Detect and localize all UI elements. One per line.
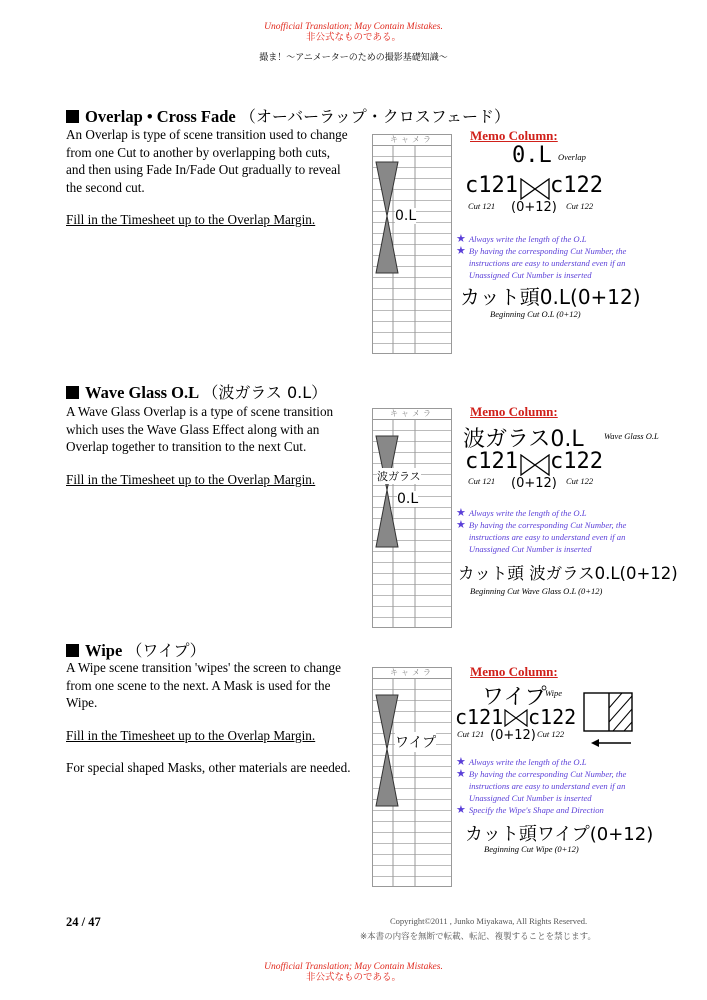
timesheet-label: 0.L (397, 491, 419, 507)
section-instruction: Fill in the Timesheet up to the Overlap Margin. (66, 212, 316, 227)
heading-square-icon (66, 644, 79, 657)
section-description: A Wave Glass Overlap is a type of scene transition which uses the Wave Glass Effect along with an Overlap together to transition to the next Cut. (66, 404, 334, 454)
memo-bottom-caption: Beginning Cut Wave Glass O.L (0+12) (470, 586, 603, 596)
memo-ol-caption: Wave Glass O.L (604, 431, 659, 441)
memo-cut-a-caption: Cut 121 (457, 729, 485, 739)
translation-note-jp: 非公式なものである。 (305, 33, 401, 43)
memo-cut-a: c121 (455, 705, 504, 729)
section-body-overlap (66, 126, 351, 244)
section-extra: For special shaped Masks, other materials are needed. (66, 760, 351, 775)
translation-note-top (0, 22, 707, 44)
overlap-hourglass-diagram (373, 146, 453, 354)
memo-bottom-caption: Beginning Cut Wipe (0+12) (484, 844, 579, 854)
translation-note-en: Unofficial Translation; May Contain Mistakes. (264, 962, 443, 972)
memo-ol: 0.L (512, 143, 552, 168)
memo-bottom: カット頭ワイプ(0+12) (465, 824, 654, 845)
wipe-hourglass-diagram (373, 679, 453, 887)
memo-margin: (0+12) (511, 200, 557, 215)
memo-ol-caption: Wipe (545, 688, 562, 698)
memo-cut-a-caption: Cut 121 (468, 201, 496, 211)
star-icon: ★ (456, 756, 466, 768)
running-title: 撮ま！～アニメーターのための撮影基礎知識～ (259, 53, 448, 63)
memo-title: Memo Column: (470, 128, 558, 143)
translation-note-bottom (0, 962, 707, 984)
star-icon: ★ (456, 245, 466, 257)
section-description: A Wipe scene transition 'wipes' the screen to change from one scene to the next. A Mask is used for the Wipe. (66, 660, 341, 710)
memo-ol: 波ガラス0.L (463, 427, 584, 452)
section-heading-wave-glass: Wave Glass O.L （波ガラス 0.L） (66, 380, 327, 403)
section-instruction: Fill in the Timesheet up to the Overlap Margin. (66, 727, 316, 743)
memo-notes: ★ Always write the length of the O.L ★ By having the corresponding Cut Number, the instructions are easy to understand even if an Unassigned Cut Number is inserted (456, 507, 627, 554)
star-icon: ★ (456, 804, 466, 816)
copyright: Copyright©2011 , Junko Miyakawa, All Rights Reserved. (390, 916, 588, 926)
translation-note-en: Unofficial Translation; May Contain Mistakes. (264, 22, 443, 32)
memo-cut-b: c122 (550, 173, 603, 198)
memo-cut-b: c122 (550, 449, 603, 474)
star-icon: ★ (456, 507, 466, 519)
wave-glass-hourglass-diagram (373, 420, 453, 628)
memo-cut-b-caption: Cut 122 (566, 201, 594, 211)
timesheet-header: キャメラ (372, 408, 452, 420)
memo-notes: ★ Always write the length of the O.L ★ By having the corresponding Cut Number, the instructions are easy to understand even if an Unassigned Cut Number is inserted (456, 233, 627, 280)
section-heading-wipe: Wipe （ワイプ） (66, 638, 206, 661)
wipe-direction-icon (583, 692, 635, 748)
timesheet-overlap (372, 134, 452, 354)
section-description: An Overlap is type of scene transition used to change from one Cut to another by overlapping both cuts, and then using Fade In/Fade Out gradually to reveal the second cut. (66, 127, 348, 195)
section-body-wipe (66, 659, 351, 792)
timesheet-label: 波ガラス (377, 470, 421, 483)
translation-note-jp: 非公式なものである。 (305, 973, 401, 983)
star-icon: ★ (456, 768, 466, 780)
overlap-bowtie-icon (520, 178, 550, 200)
section-body-wave-glass (66, 403, 351, 503)
memo-cut-a: c121 (465, 449, 518, 474)
overlap-bowtie-icon (504, 709, 528, 727)
heading-square-icon (66, 386, 79, 399)
timesheet-label: ワイプ (395, 732, 436, 752)
memo-bottom-caption: Beginning Cut O.L (0+12) (490, 309, 581, 319)
memo-cut-b: c122 (528, 705, 577, 729)
memo-cut-a: c121 (465, 173, 518, 198)
timesheet-label: 0.L (395, 208, 417, 224)
memo-margin: (0+12) (490, 728, 536, 743)
timesheet-header: キャメラ (372, 667, 452, 679)
memo-title: Memo Column: (470, 404, 558, 419)
memo-notes: ★ Always write the length of the O.L ★ By having the corresponding Cut Number, the instructions are easy to understand even if an Unassigned Cut Number is inserted ★ Specify the Wipe's Shape and Direction (456, 756, 627, 816)
memo-ol: ワイプ (482, 685, 547, 710)
copyright-jp: ※本書の内容を無断で転載、転記、複製することを禁じます。 (360, 932, 596, 942)
memo-cut-a-caption: Cut 121 (468, 476, 496, 486)
page-number: 24 / 47 (66, 915, 101, 929)
memo-margin: (0+12) (511, 476, 557, 491)
memo-ol-caption: Overlap (558, 152, 586, 162)
memo-bottom: カット頭0.L(0+12) (460, 285, 641, 309)
memo-cut-b-caption: Cut 122 (566, 476, 594, 486)
overlap-bowtie-icon (520, 454, 550, 476)
star-icon: ★ (456, 233, 466, 245)
section-heading-overlap: Overlap • Cross Fade （オーバーラップ・クロスフェード） (66, 104, 510, 127)
timesheet-header: キャメラ (372, 134, 452, 146)
memo-title: Memo Column: (470, 664, 558, 679)
timesheet-wipe (372, 667, 452, 887)
heading-square-icon (66, 110, 79, 123)
memo-bottom: カット頭 波ガラス0.L(0+12) (458, 564, 678, 583)
star-icon: ★ (456, 519, 466, 531)
section-instruction: Fill in the Timesheet up to the Overlap Margin. (66, 471, 316, 487)
timesheet-wave-glass (372, 408, 452, 628)
memo-cut-b-caption: Cut 122 (537, 729, 565, 739)
